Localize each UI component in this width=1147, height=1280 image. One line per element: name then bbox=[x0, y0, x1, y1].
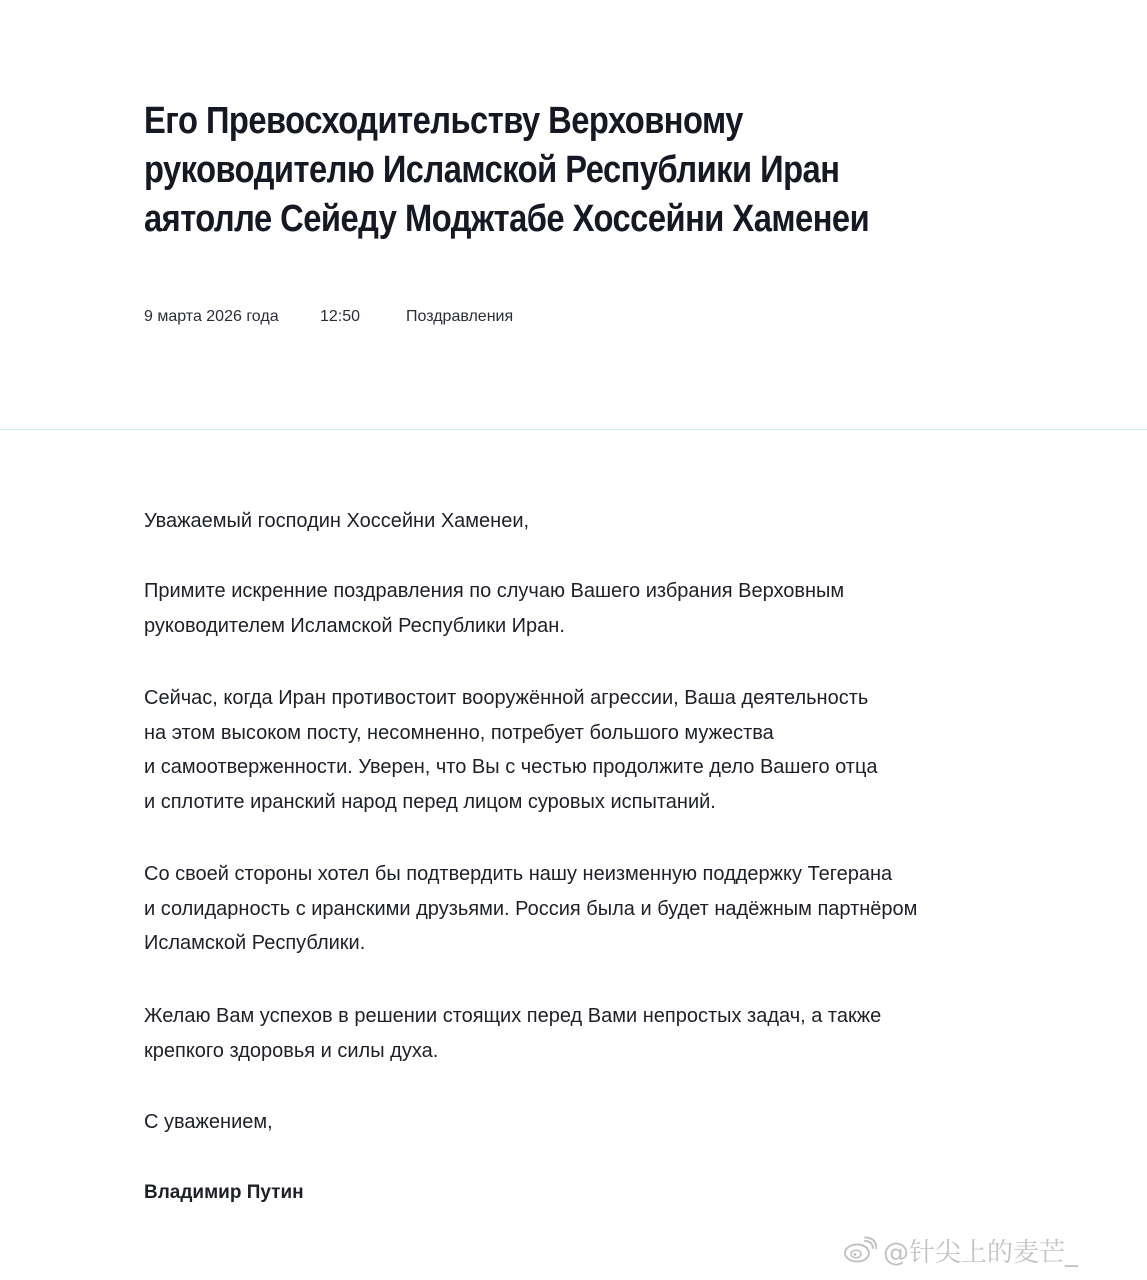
paragraph-line: и самоотверженности. Уверен, что Вы с честью продолжите дело Вашего отца bbox=[144, 756, 878, 778]
paragraph-line: Сейчас, когда Иран противостоит вооружённой агрессии, Ваша деятельность bbox=[144, 687, 869, 709]
header-divider bbox=[0, 429, 1147, 430]
letter-paragraph bbox=[144, 681, 878, 819]
letter-paragraph bbox=[144, 999, 881, 1068]
paragraph-line: Исламской Республики. bbox=[144, 932, 366, 954]
paragraph-line: и солидарность с иранскими друзьями. Россия была и будет надёжным партнёром bbox=[144, 897, 918, 920]
paragraph-line: и сплотите иранский народ перед лицом суровых испытаний. bbox=[144, 790, 716, 813]
publish-date: 9 марта 2026 года bbox=[144, 308, 279, 325]
letter-closing: С уважением, bbox=[144, 1111, 273, 1133]
letter-paragraph bbox=[144, 857, 917, 961]
paragraph-line: на этом высоком посту, несомненно, потребует большого мужества bbox=[144, 721, 774, 744]
paragraph-line: крепкого здоровья и силы духа. bbox=[144, 1039, 439, 1062]
paragraph-line: Со своей стороны хотел бы подтвердить нашу неизменную поддержку Тегерана bbox=[144, 863, 893, 885]
article-header bbox=[0, 0, 1147, 429]
letter-paragraph bbox=[144, 574, 844, 643]
letter-greeting: Уважаемый господин Хоссейни Хаменеи, bbox=[144, 510, 530, 532]
title-line: руководителю Исламской Республики Иран bbox=[144, 149, 840, 191]
watermark-text: @针尖上的麦芒_ bbox=[883, 1237, 1079, 1268]
watermark bbox=[843, 1232, 1078, 1268]
page-title bbox=[144, 97, 918, 244]
weibo-logo-icon bbox=[843, 1236, 877, 1264]
title-line: Его Превосходительству Верховному bbox=[144, 100, 743, 142]
paragraph-line: Примите искренние поздравления по случаю Вашего избрания Верховным bbox=[144, 580, 845, 602]
paragraph-line: Желаю Вам успехов в решении стоящих перед Вами непростых задач, а также bbox=[144, 1005, 882, 1027]
category-link[interactable]: Поздравления bbox=[406, 308, 514, 325]
title-line: аятолле Сейеду Моджтабе Хоссейни Хаменеи bbox=[144, 198, 870, 240]
letter-signature: Владимир Путин bbox=[144, 1182, 304, 1203]
paragraph-line: руководителем Исламской Республики Иран. bbox=[144, 614, 565, 637]
publish-time: 12:50 bbox=[320, 308, 361, 325]
